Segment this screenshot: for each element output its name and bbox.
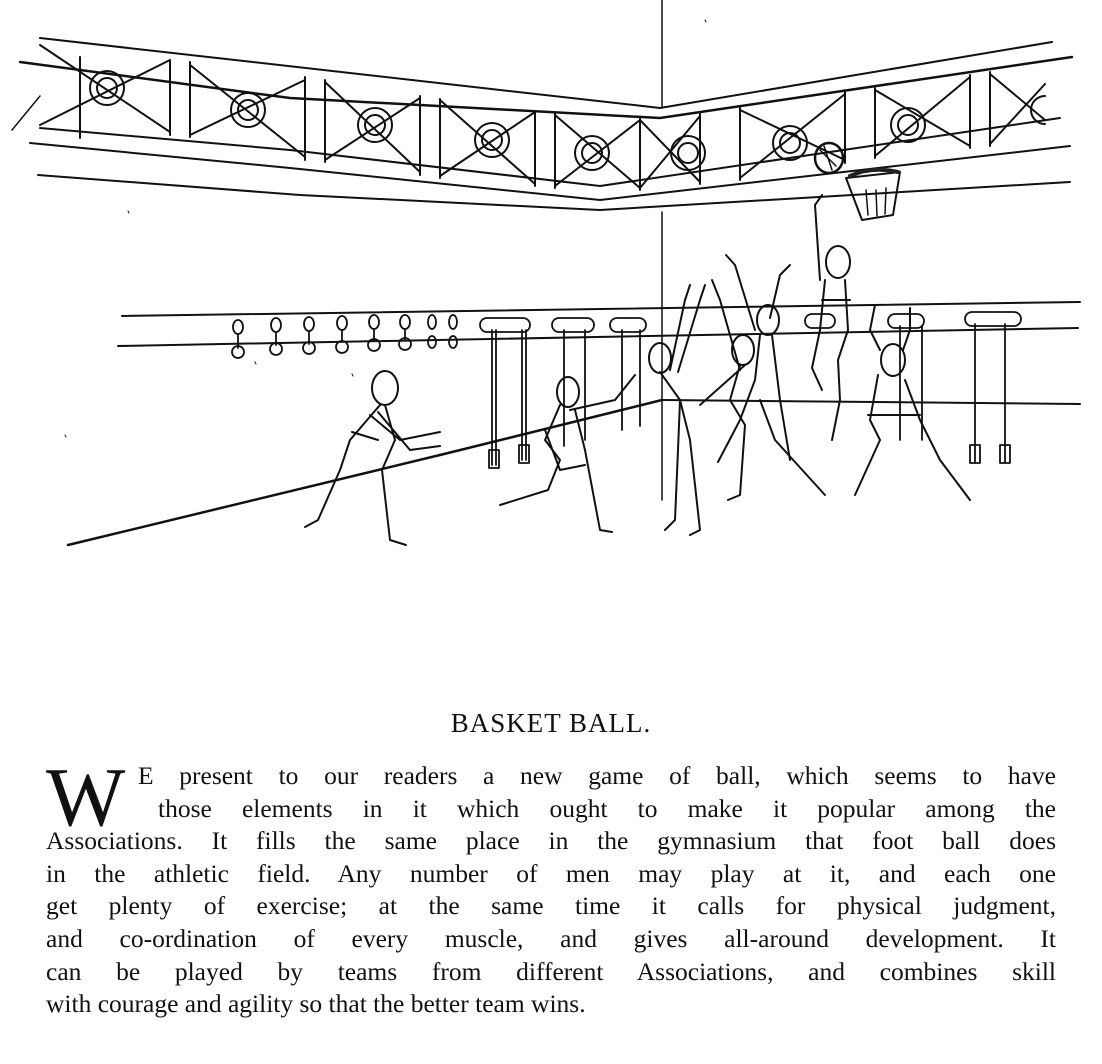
body-line-7: can be played by teams from different Associations, and combines skill [46, 956, 1056, 986]
body-line-5: get plenty of exercise; at the same time it calls for physical judgment, [46, 891, 1056, 921]
body-line-6: and co-ordination of every muscle, and gives all-around development. It [46, 923, 1056, 953]
indian-clubs-rack [232, 315, 457, 358]
player-3 [649, 285, 705, 535]
player-4 [700, 280, 825, 500]
player-5-jumping [812, 195, 850, 440]
body-line-8: with courage and agility so that the better team wins. [46, 989, 586, 1019]
player-1 [305, 371, 440, 545]
scan-speckles [65, 20, 706, 437]
player-2 [500, 375, 635, 532]
players [305, 195, 970, 545]
drop-cap: W [46, 751, 126, 844]
body-line-1: E present to our readers a new game of ball, which seems to have [138, 761, 1056, 790]
player-6 [718, 255, 790, 462]
wall-rails [68, 302, 1080, 545]
running-track-balcony [12, 38, 1072, 210]
body-line-4: in the athletic field. Any number of men may play at it, and each one [46, 858, 1056, 888]
article-body [46, 751, 1056, 1021]
body-line-3: Associations. It fills the same place in the gymnasium that foot ball does [46, 826, 1056, 856]
article-title: BASKET BALL. [450, 708, 652, 738]
body-line-2: those elements in it which ought to make it popular among the [158, 793, 1056, 823]
